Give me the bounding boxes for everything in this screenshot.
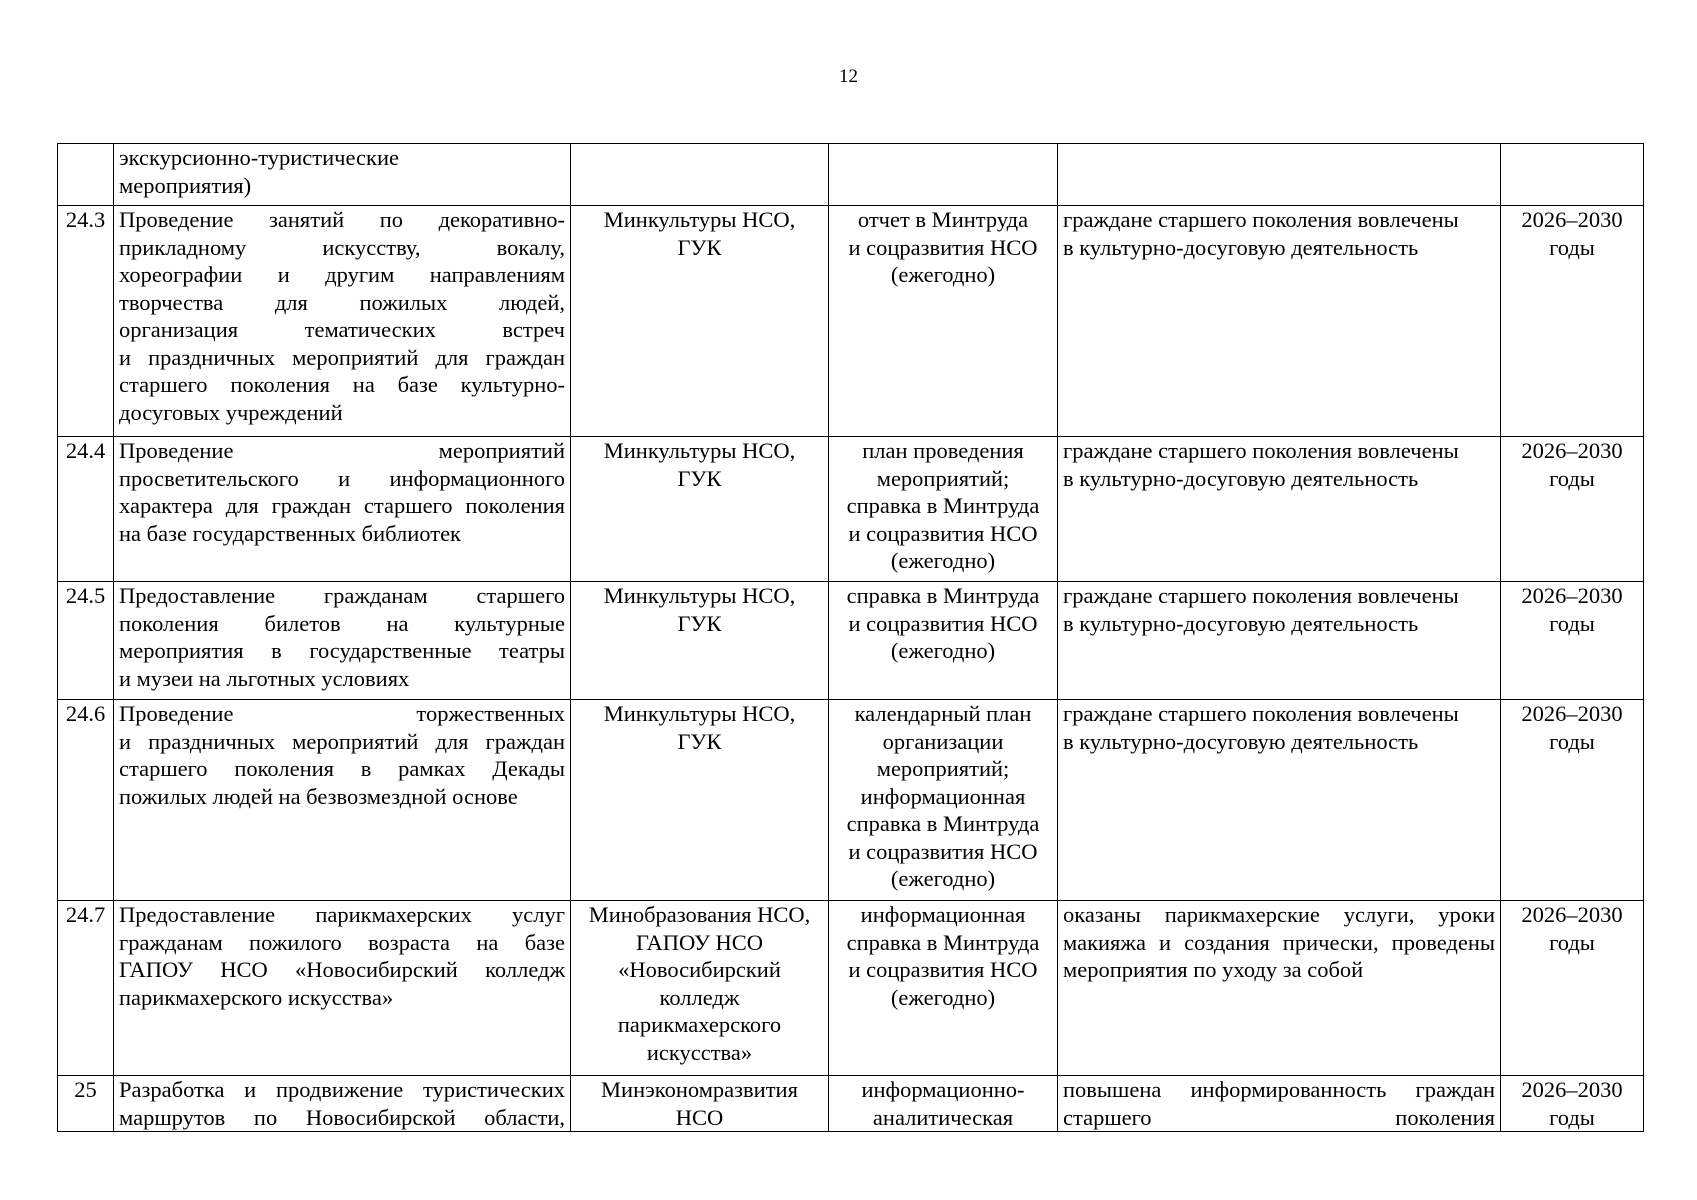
expected-result [1058,901,1501,1076]
table-row [58,437,1644,582]
period [1501,901,1644,1076]
measure-title [114,582,571,700]
measure-title-line: маршрутов по Новосибирской области, [119,1104,565,1130]
expected-result [1058,1076,1501,1132]
executor-line: Минэкономразвития [601,1077,798,1102]
item-number: 25 [58,1076,114,1132]
executor-line: ГАПОУ НСО [635,929,764,955]
executor-line: Минобразования НСО, [588,902,811,927]
control-document [829,901,1058,1076]
table-row [58,144,1644,206]
measure-title-line: и праздничных мероприятий для граждан [119,728,565,754]
period-line: 2026–2030 [1521,583,1623,608]
measure-title-line: Проведение мероприятий [119,438,565,463]
executor [571,437,829,582]
expected-result-line: граждане старшего поколения вовлечены [1063,701,1459,726]
expected-result [1058,582,1501,700]
period [1501,700,1644,901]
item-number [58,144,114,206]
control-document-line: календарный план [854,701,1032,726]
period-line: годы [1549,610,1595,636]
executor-line: парикмахерского [617,1012,782,1037]
measure-title-line: на базе государственных библиотек [119,520,461,546]
table-row [58,901,1644,1076]
expected-result-line: в культурно-досуговую деятельность [1063,465,1419,491]
control-document-line: (ежегодно) [890,638,996,663]
expected-result-line: граждане старшего поколения вовлечены [1063,438,1459,463]
measure-title-line: хореографии и другим направлениям [119,262,565,287]
executor [571,901,829,1076]
expected-result [1058,206,1501,437]
executor [571,700,829,901]
period [1501,206,1644,437]
measure-title-line: мероприятия в государственные театры [119,638,565,663]
executor-line: колледж [659,984,740,1010]
executor-line: Минкультуры НСО, [603,438,796,463]
measure-title-line: Разработка и продвижение туристических [119,1077,565,1102]
expected-result-line: оказаны парикмахерские услуги, уроки [1063,902,1495,927]
expected-result-line: граждане старшего поколения вовлечены [1063,583,1459,608]
control-document-line: аналитическая [872,1104,1014,1130]
executor-line: искусства» [646,1039,753,1065]
expected-result [1058,437,1501,582]
control-document-line: план проведения [862,438,1024,463]
period-line: 2026–2030 [1521,207,1623,232]
measure-title [114,901,571,1076]
period-line: 2026–2030 [1521,902,1623,927]
control-document [829,582,1058,700]
executor-line: Минкультуры НСО, [603,207,796,232]
executor-line: НСО [675,1104,724,1130]
measure-title [114,144,571,206]
measure-title-line: прикладному искусству, вокалу, [119,234,565,260]
measure-title-line: мероприятия) [119,172,252,198]
measure-title-line: организация тематических встреч [119,317,565,342]
measure-title-line: Предоставление парикмахерских услуг [119,902,565,927]
measure-title-line: парикмахерского искусства» [119,984,394,1010]
measure-title-line: и праздничных мероприятий для граждан [119,344,565,370]
control-document-line: справка в Минтруда [846,811,1040,836]
period-line: годы [1549,929,1595,955]
measure-title-line: поколения билетов на культурные [119,610,565,636]
control-document [829,1076,1058,1132]
expected-result-line: макияжа и создания прически, проведены [1063,929,1495,955]
control-document-line: и соцразвития НСО [848,520,1038,546]
measure-title-line: Предоставление гражданам старшего [119,583,565,608]
measure-title-line: пожилых людей на безвозмездной основе [119,783,518,809]
table-row [58,700,1644,901]
measure-title-line: Проведение занятий по декоративно- [119,207,565,232]
period-line: 2026–2030 [1521,1077,1623,1102]
measure-title-line: гражданам пожилого возраста на базе [119,929,565,955]
page-number: 12 [839,66,858,87]
executor-line: Минкультуры НСО, [603,583,796,608]
period-line: 2026–2030 [1521,438,1623,463]
expected-result [1058,700,1501,901]
executor-line: «Новосибирский [618,957,781,982]
measure-title-line: творчества для пожилых людей, [119,289,565,315]
control-document-line: (ежегодно) [890,548,996,573]
measure-title-line: характера для граждан старшего поколения [119,493,565,518]
table-row [58,582,1644,700]
expected-result-line: в культурно-досуговую деятельность [1063,234,1419,260]
measure-title-line: досуговых учреждений [119,399,343,425]
period [1501,582,1644,700]
executor [571,144,829,206]
control-document-line: справка в Минтруда [846,583,1040,608]
control-document-line: и соцразвития НСО [848,610,1038,636]
control-document-line: (ежегодно) [890,262,996,287]
measure-title-line: ГАПОУ НСО «Новосибирский колледж [119,957,565,982]
measure-title-line: экскурсионно-туристические [119,145,399,170]
period-line: 2026–2030 [1521,701,1623,726]
control-document-line: организации [882,728,1004,754]
expected-result-line: граждане старшего поколения вовлечены [1063,207,1459,232]
measure-title-line: просветительского и информационного [119,465,565,491]
executor-line: ГУК [677,465,722,491]
executor [571,1076,829,1132]
measure-title-line: старшего поколения на базе культурно- [119,372,565,397]
item-number: 24.6 [58,700,114,901]
item-number: 24.7 [58,901,114,1076]
period-line: годы [1549,234,1595,260]
period [1501,1076,1644,1132]
control-document [829,700,1058,901]
expected-result-line: повышена информированность граждан [1063,1077,1495,1102]
control-document-line: информационная [860,783,1026,809]
control-document [829,144,1058,206]
control-document-line: информационная [860,902,1026,927]
executor-line: ГУК [677,610,722,636]
expected-result [1058,144,1501,206]
item-number: 24.5 [58,582,114,700]
period [1501,144,1644,206]
executor [571,206,829,437]
control-document-line: и соцразвития НСО [848,838,1038,864]
control-document-line: справка в Минтруда [846,493,1040,518]
measure-title [114,437,571,582]
measure-title [114,1076,571,1132]
executor [571,582,829,700]
executor-line: ГУК [677,234,722,260]
measure-title-line: и музеи на льготных условиях [119,665,410,691]
executor-line: Минкультуры НСО, [603,701,796,726]
measure-title-line: Проведение торжественных [119,701,565,726]
measure-title [114,700,571,901]
control-document-line: отчет в Минтруда [857,207,1029,232]
control-document-line: справка в Минтруда [846,929,1040,955]
expected-result-line: мероприятия по уходу за собой [1063,957,1364,982]
control-document-line: и соцразвития НСО [848,957,1038,982]
period [1501,437,1644,582]
expected-result-line: в культурно-досуговую деятельность [1063,728,1419,754]
item-number: 24.3 [58,206,114,437]
period-line: годы [1549,1104,1595,1130]
period-line: годы [1549,465,1595,491]
control-document-line: (ежегодно) [890,866,996,891]
control-document-line: мероприятий; [876,756,1010,781]
table-row [58,206,1644,437]
control-document-line: информационно- [861,1077,1025,1102]
control-document-line: и соцразвития НСО [848,234,1038,260]
control-document-line: мероприятий; [876,465,1010,491]
measures-table [57,143,1644,1132]
control-document [829,206,1058,437]
table-row [58,1076,1644,1132]
item-number: 24.4 [58,437,114,582]
control-document [829,437,1058,582]
control-document-line: (ежегодно) [890,984,996,1010]
executor-line: ГУК [677,728,722,754]
measure-title [114,206,571,437]
expected-result-line: старшего поколения [1063,1104,1495,1130]
period-line: годы [1549,728,1595,754]
measure-title-line: старшего поколения в рамках Декады [119,756,565,781]
expected-result-line: в культурно-досуговую деятельность [1063,610,1419,636]
